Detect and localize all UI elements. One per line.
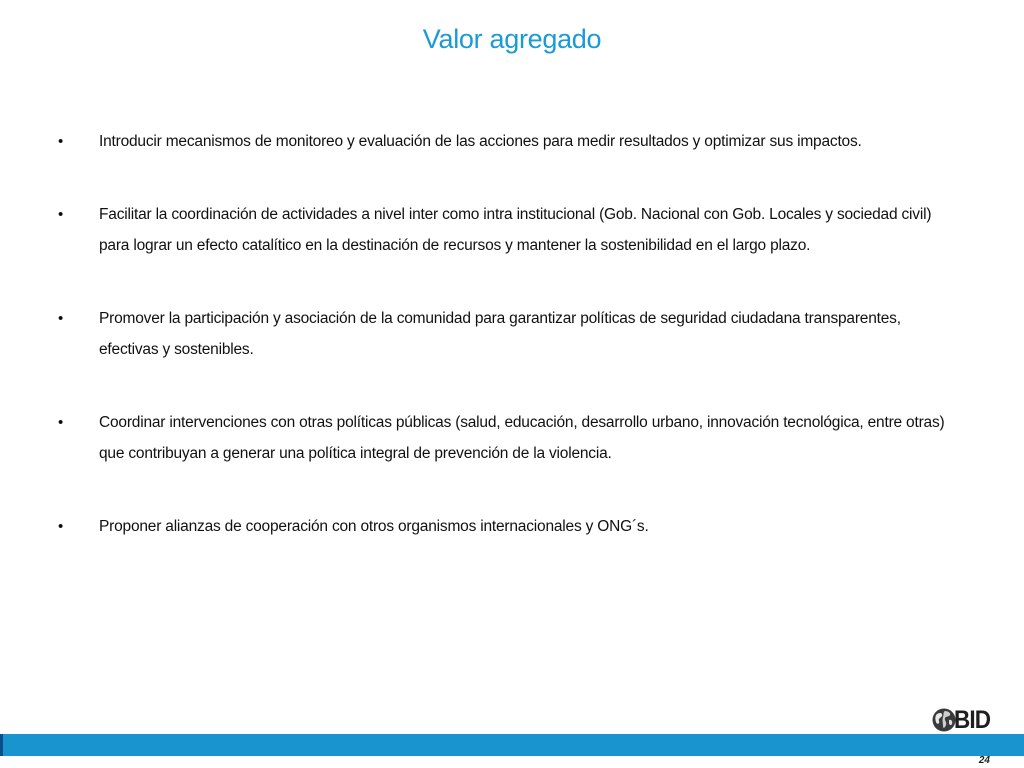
bid-logo — [931, 705, 1001, 735]
bullet-text: Facilitar la coordinación de actividades a nivel inter como intra institucional (Gob. Nacional con Gob. Locales y sociedad civil) para lograr un efecto catalítico en la destinación de recursos y mantener la sostenibilidad en el largo plazo. — [99, 206, 932, 254]
bullet-item — [58, 126, 958, 157]
footer-bar — [0, 734, 1024, 756]
bullet-text: Proponer alianzas de cooperación con otros organismos internacionales y ONG´s. — [99, 518, 649, 535]
bullet-marker: • — [58, 133, 64, 150]
bullet-text: Coordinar intervenciones con otras políticas públicas (salud, educación, desarrollo urbano, innovación tecnológica, entre otras) que contribuyan a generar una política integral de prevención de la violencia. — [99, 414, 945, 462]
bullet-item — [58, 407, 958, 469]
bullet-text: Promover la participación y asociación de la comunidad para garantizar políticas de seguridad ciudadana transparentes, efectivas y sostenibles. — [99, 310, 901, 358]
bullet-marker: • — [58, 206, 64, 223]
bullet-item — [58, 303, 958, 365]
logo-text: BID — [954, 705, 991, 734]
bullet-list — [58, 126, 958, 584]
bullet-marker: • — [58, 518, 64, 535]
page-number: 24 — [978, 755, 990, 766]
bullet-marker: • — [58, 414, 64, 431]
bullet-marker: • — [58, 310, 64, 327]
slide-title: Valor agregado — [422, 24, 602, 54]
bullet-item — [58, 199, 958, 261]
bullet-text: Introducir mecanismos de monitoreo y evaluación de las acciones para medir resultados y optimizar sus impactos. — [99, 133, 862, 150]
bullet-item — [58, 511, 958, 542]
